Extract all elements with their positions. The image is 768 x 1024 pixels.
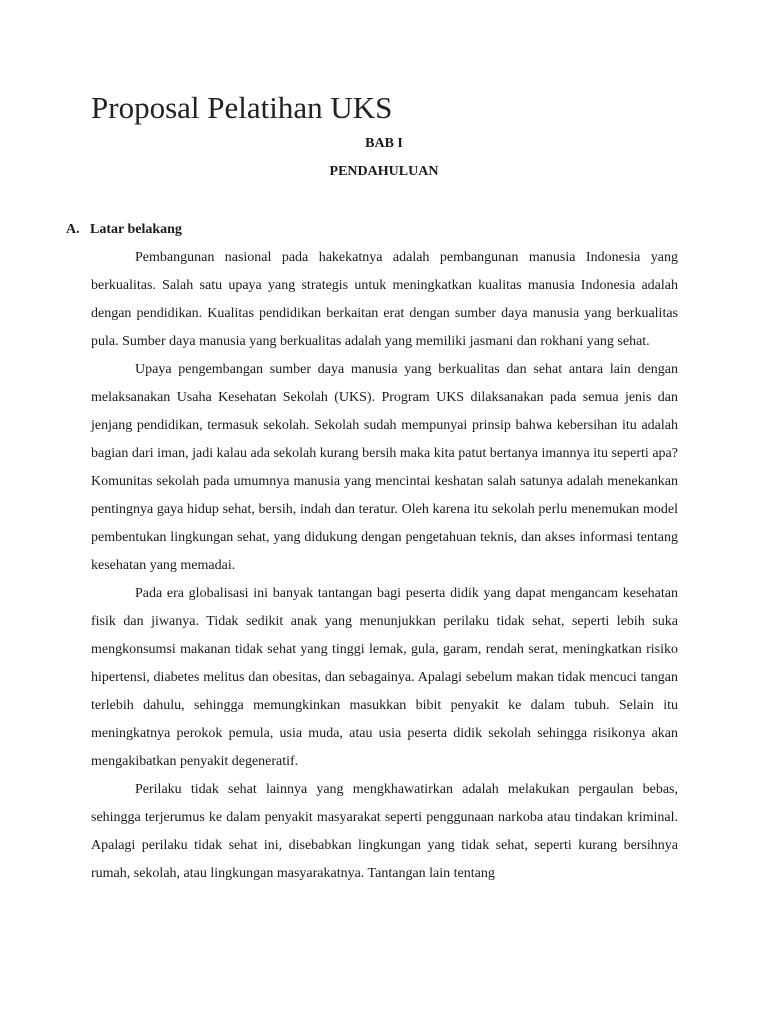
chapter-number: BAB I	[365, 136, 403, 151]
section-letter: A.	[66, 222, 80, 237]
paragraph: Pada era globalisasi ini banyak tantangan bagi peserta didik yang dapat mengancam kesehatan fisik dan jiwanya. Tidak sedikit anak yang menunjukkan perilaku tidak sehat, seperti lebih suka mengkonsumsi makanan tidak sehat yang tinggi lemak, gula, garam, rendah serat, meningkatkan risiko hipertensi, diabetes melitus dan obesitas, dan sebagainya. Apalagi sebelum makan tidak mencuci tangan terlebih dahulu, sehingga memungkinkan masukkan bibit penyakit ke dalam tubuh. Selain itu meningkatnya perokok pemula, usia muda, atau usia peserta didik sekolah sehingga risikonya akan mengakibatkan penyakit degeneratif.	[91, 586, 678, 769]
paragraph: Pembangunan nasional pada hakekatnya adalah pembangunan manusia Indonesia yang berkualitas. Salah satu upaya yang strategis untuk meningkatkan kualitas manusia Indonesia adalah dengan pendidikan. Kualitas pendidikan berkaitan erat dengan sumber daya manusia yang berkualitas pula. Sumber daya manusia yang berkualitas adalah yang memiliki jasmani dan rokhani yang sehat.	[91, 250, 678, 349]
body-text	[91, 244, 678, 888]
paragraph: Perilaku tidak sehat lainnya yang mengkhawatirkan adalah melakukan pergaulan bebas, sehingga terjerumus ke dalam penyakit masyarakat seperti penggunaan narkoba atau tindakan kriminal. Apalagi perilaku tidak sehat ini, disebabkan lingkungan yang tidak sehat, seperti kurang bersihnya rumah, sekolah, atau lingkungan masyarakatnya. Tantangan lain tentang	[91, 782, 678, 881]
chapter-title: PENDAHULUAN	[329, 164, 439, 179]
section-title: Latar belakang	[90, 222, 182, 237]
paragraph: Upaya pengembangan sumber daya manusia yang berkualitas dan sehat antara lain dengan melaksanakan Usaha Kesehatan Sekolah (UKS). Program UKS dilaksanakan pada semua jenis dan jenjang pendidikan, termasuk sekolah. Sekolah sudah mempunyai prinsip bahwa kebersihan itu adalah bagian dari iman, jadi kalau ada sekolah kurang bersih maka kita patut bertanya imannya itu seperti apa? Komunitas sekolah pada umumnya manusia yang mencintai keshatan salah satunya adalah menekankan pentingnya gaya hidup sehat, bersih, indah dan teratur. Oleh karena itu sekolah perlu menemukan model pembentukan lingkungan sehat, yang didukung dengan pengetahuan teknis, dan akses informasi tentang kesehatan yang memadai.	[91, 362, 678, 573]
document-title: Proposal Pelatihan UKS	[91, 90, 393, 125]
section-heading	[66, 218, 182, 242]
